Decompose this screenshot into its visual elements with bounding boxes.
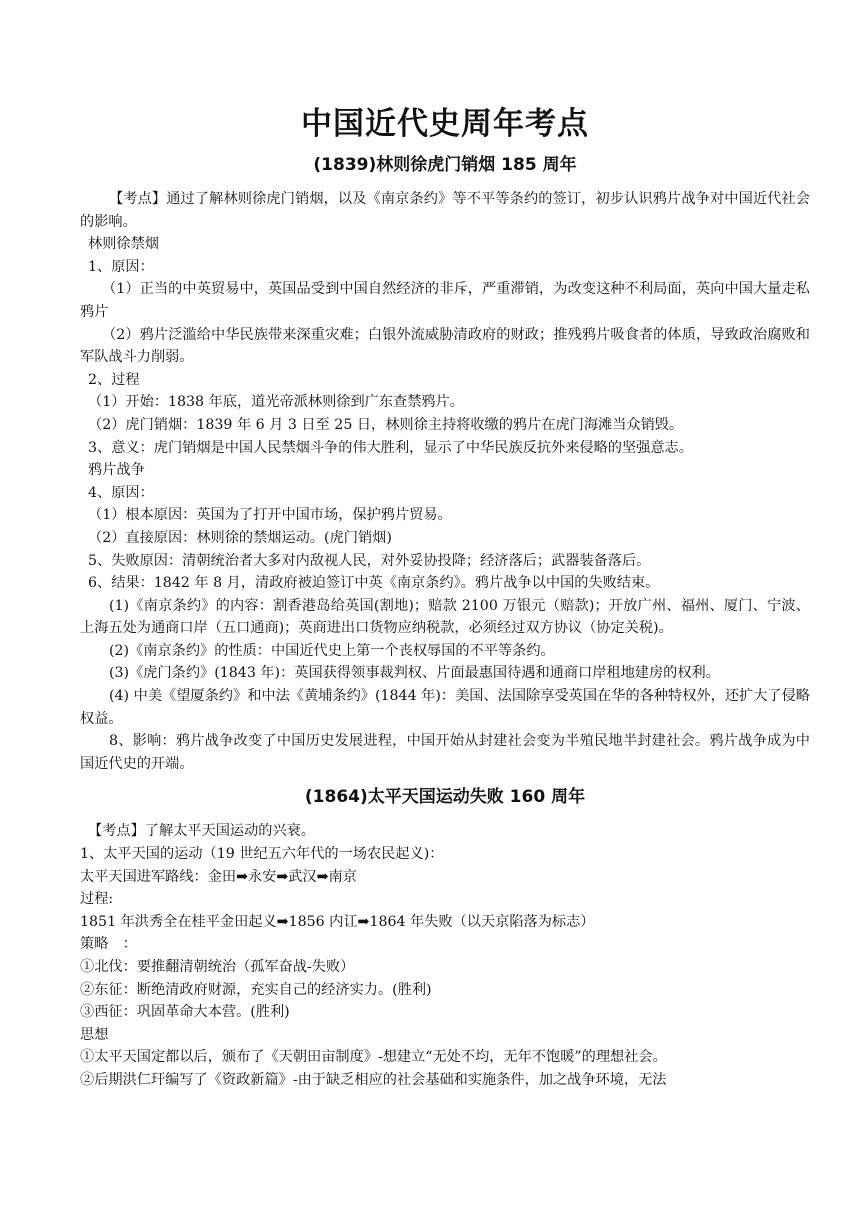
paragraph: ①太平天国定都以后，颁布了《天朝田亩制度》-想建立“无处不均，无年不饱暖”的理想社会。 [80, 1049, 667, 1066]
paragraph: （1）开始：1838 年底，道光帝派林则徐到广东查禁鸦片。 [88, 394, 464, 411]
paragraph: (3)《虎门条约》(1843 年)：英国获得领事裁判权、片面最惠国待遇和通商口岸租地建房的权利。 [109, 665, 720, 682]
paragraph: （2）直接原因：林则徐的禁烟运动。(虎门销烟) [88, 529, 392, 546]
paragraph: 6、结果：1842 年 8 月，清政府被迫签订中英《南京条约》。鸦片战争以中国的失败结束。 [88, 575, 660, 592]
paragraph: (1)《南京条约》的内容：割香港岛给英国(割地)；赔款 2100 万银元（赔款)；开放广州、福州、厦门、宁波、上海五处为通商口岸（五口通商)；英商进出口货物应纳税款，必须经过双方协议（协定关税)。 [80, 597, 810, 637]
paragraph: 策略 ： [80, 936, 137, 953]
document-page [80, 100, 810, 1092]
paragraph: （1）正当的中英贸易中，英国品受到中国自然经济的非斥，严重滞销，为改变这种不利局面，英向中国大量走私鸦片 [80, 281, 810, 320]
paragraph: 1、原因： [88, 258, 154, 275]
paragraph: ①北伐：要推翻清朝统治（孤军奋战-失败） [80, 959, 355, 975]
paragraph: （2）鸦片泛滥给中华民族带来深重灾难；白银外流威胁清政府的财政；推残鸦片吸食者的体质，导致政治腐败和军队战斗力削弱。 [80, 326, 810, 366]
paragraph: ②后期洪仁玕编写了《资政新篇》-由于缺乏相应的社会基础和实施条件，加之战争环境，无法 [80, 1071, 667, 1088]
paragraph: (2)《南京条约》的性质：中国近代史上第一个丧权辱国的不平等条约。 [109, 642, 555, 659]
subheading: 林则徐禁烟 [88, 236, 159, 253]
subheading: 鸦片战争 [88, 462, 145, 479]
paragraph: 4、原因： [88, 484, 154, 501]
paragraph: 1、太平天国的运动（19 世纪五六年代的一场农民起义)： [80, 846, 444, 863]
paragraph: 思想 [80, 1026, 109, 1043]
paragraph: (4) 中美《望厦条约》和中法《黄埔条约》(1844 年)：美国、法国除享受英国在华的各种特权外，还扩大了侵略权益。 [80, 688, 810, 727]
paragraph: （1）根本原因：英国为了打开中国市场，保护鸦片贸易。 [88, 507, 452, 524]
paragraph: 【考点】了解太平天国运动的兴衰。 [88, 823, 316, 840]
paragraph: 【考点】通过了解林则徐虎门销烟，以及《南京条约》等不平等条约的签订，初步认识鸦片战争对中国近代社会的影响。 [80, 191, 810, 230]
paragraph: 2、过程 [88, 371, 140, 388]
paragraph: ③西征：巩固革命大本营。(胜利) [80, 1004, 290, 1021]
paragraph: ②东征：断绝清政府财源，充实自己的经济实力。(胜利) [80, 981, 432, 998]
paragraph: （2）虎门销烟：1839 年 6 月 3 日至 25 日，林则徐主持将收缴的鸦片在虎门海滩当众销毁。 [88, 416, 684, 433]
paragraph: 5、失败原因：清朝统治者大多对内敌视人民，对外妥协投降；经济落后；武器装备落后。 [88, 552, 651, 569]
paragraph: 8、影响：鸦片战争改变了中国历史发展进程，中国开始从封建社会变为半殖民地半封建社会。鸦片战争成为中国近代史的开端。 [80, 733, 810, 772]
paragraph: 过程: [80, 891, 114, 908]
section-heading-taiping: (1864)太平天国运动失败 160 周年 [304, 787, 586, 808]
paragraph: 1851 年洪秀全在桂平金田起义➡1856 内讧➡1864 年失败（以天京陷落为标志） [80, 913, 595, 930]
document-title: 中国近代史周年考点 [301, 106, 589, 142]
paragraph: 3、意义：虎门销烟是中国人民禁烟斗争的伟大胜利，显示了中华民族反抗外来侵略的坚强意志。 [88, 439, 693, 456]
paragraph: 太平天国进军路线：金田➡永安➡武汉➡南京 [80, 868, 357, 885]
section-heading-opium: (1839)林则徐虎门销烟 185 周年 [313, 155, 577, 175]
